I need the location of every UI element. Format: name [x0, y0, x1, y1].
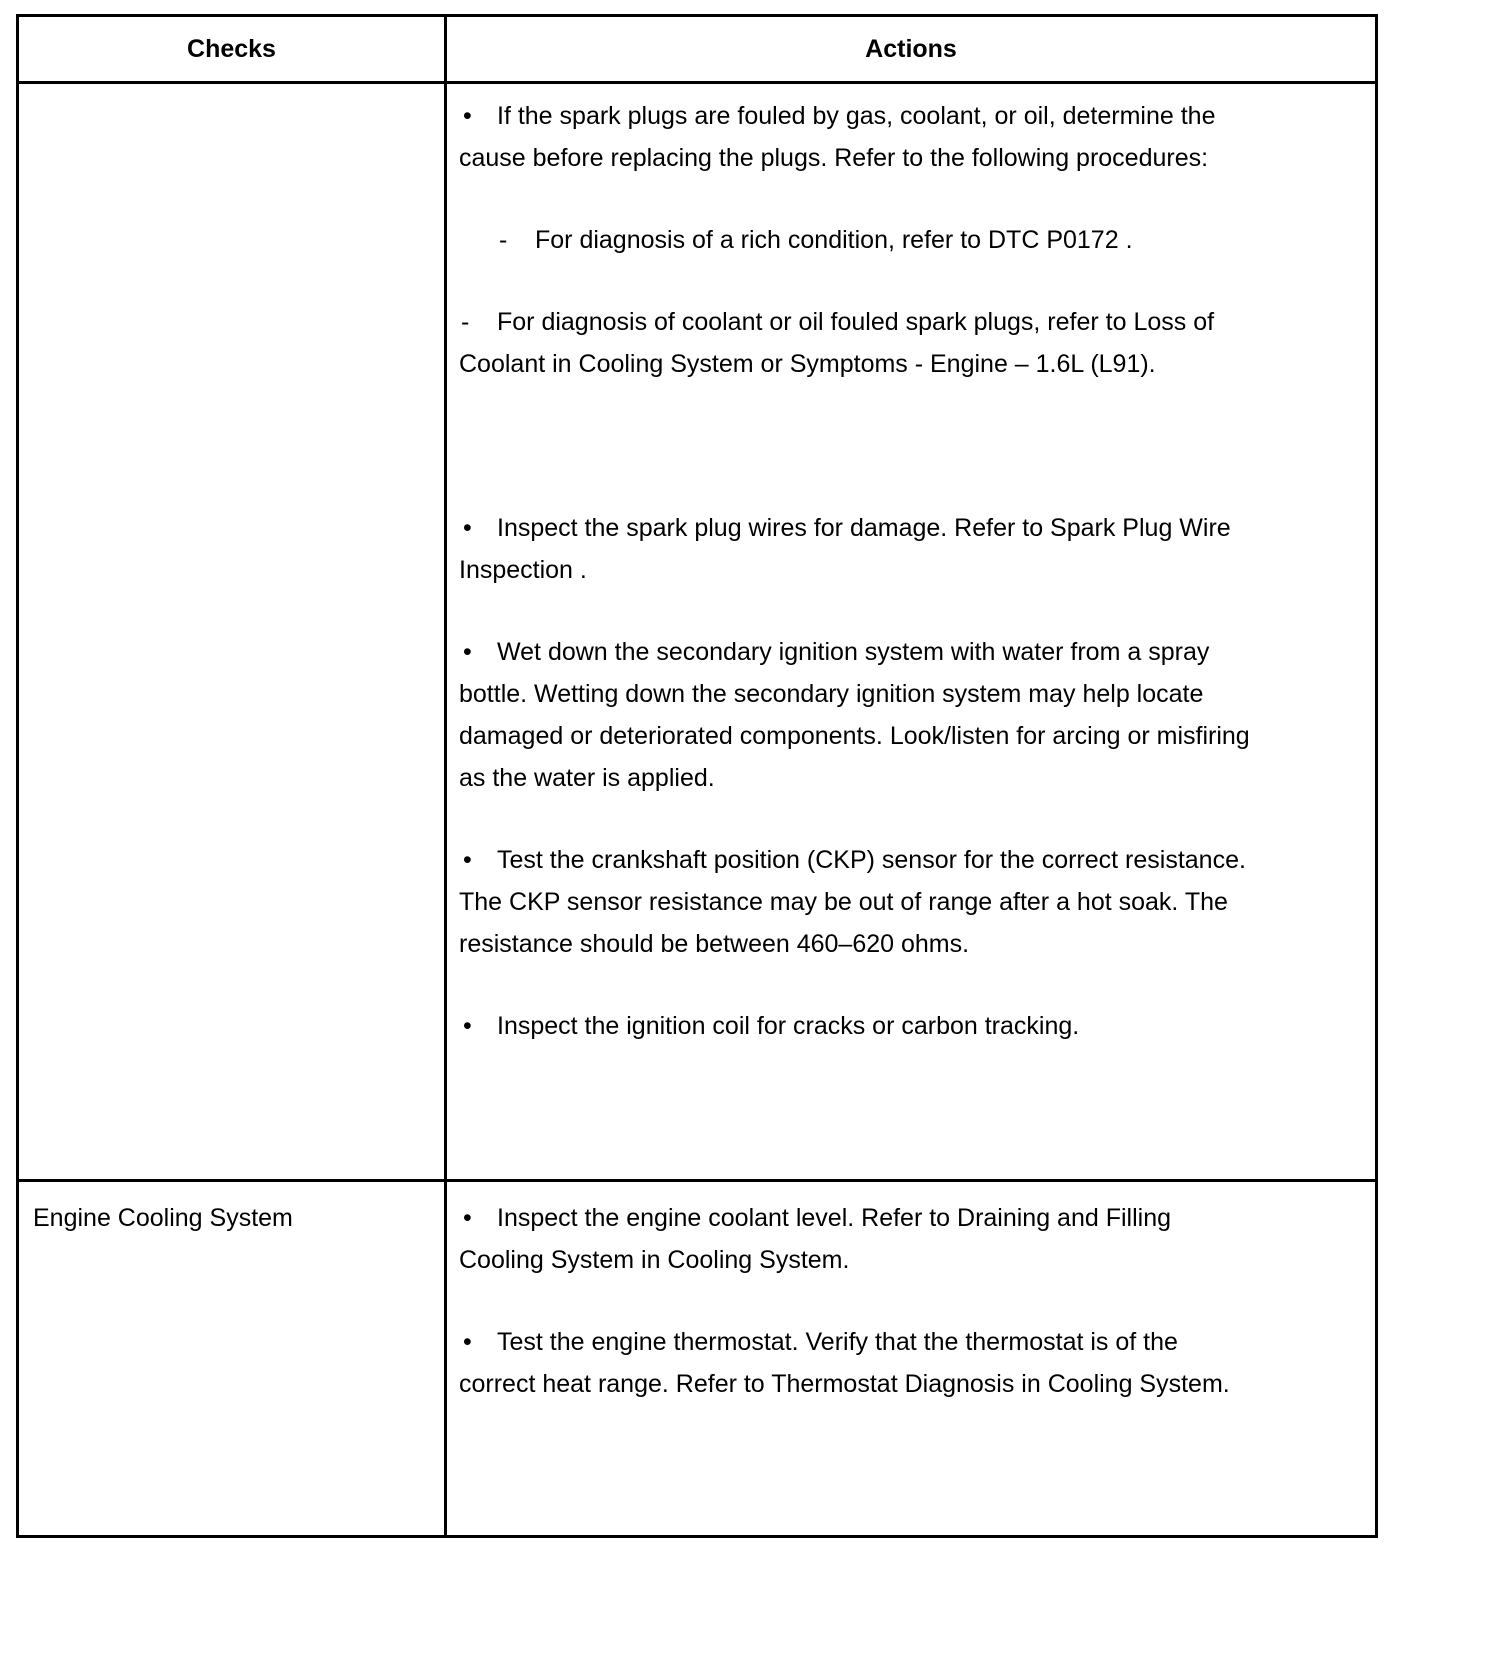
action-spark-plug-wires: • Inspect the spark plug wires for damage. Refer to Spark Plug Wire Inspection . — [459, 514, 1231, 584]
header-checks: Checks — [187, 34, 276, 63]
header-actions: Actions — [865, 34, 957, 63]
check-engine-cooling-system: Engine Cooling System — [33, 1204, 293, 1232]
action-wet-down-ignition: • Wet down the secondary ignition system with water from a spray bottle. Wetting down the secondary ignition system may help locate damaged or deteriorated components. Look/listen for arcing or misfiring as the water is applied. — [459, 638, 1250, 792]
header-divider — [19, 81, 1375, 84]
action-coolant-level: • Inspect the engine coolant level. Refer to Draining and Filling Cooling System in Cooling System. — [459, 1204, 1172, 1274]
column-divider — [444, 17, 447, 1535]
action-thermostat: • Test the engine thermostat. Verify that the thermostat is of the correct heat range. Refer to Thermostat Diagnosis in Cooling System. — [459, 1328, 1230, 1398]
action-coolant-oil-fouled: - For diagnosis of coolant or oil fouled spark plugs, refer to Loss of Coolant in Cooling System or Symptoms - Engine – 1.6L (L91). — [459, 308, 1215, 378]
row-divider — [19, 1179, 1375, 1182]
action-rich-condition: - For diagnosis of a rich condition, refer to DTC P0172 . — [499, 226, 1133, 254]
action-ignition-coil: • Inspect the ignition coil for cracks or carbon tracking. — [463, 1012, 1080, 1040]
action-ckp-sensor: • Test the crankshaft position (CKP) sensor for the correct resistance. The CKP sensor resistance may be out of range after a hot soak. The resistance should be between 460–620 ohms. — [459, 846, 1246, 958]
action-spark-plug-fouled: • If the spark plugs are fouled by gas, coolant, or oil, determine the cause before replacing the plugs. Refer to the following procedures: — [459, 102, 1216, 172]
checks-actions-table — [16, 14, 1378, 1538]
